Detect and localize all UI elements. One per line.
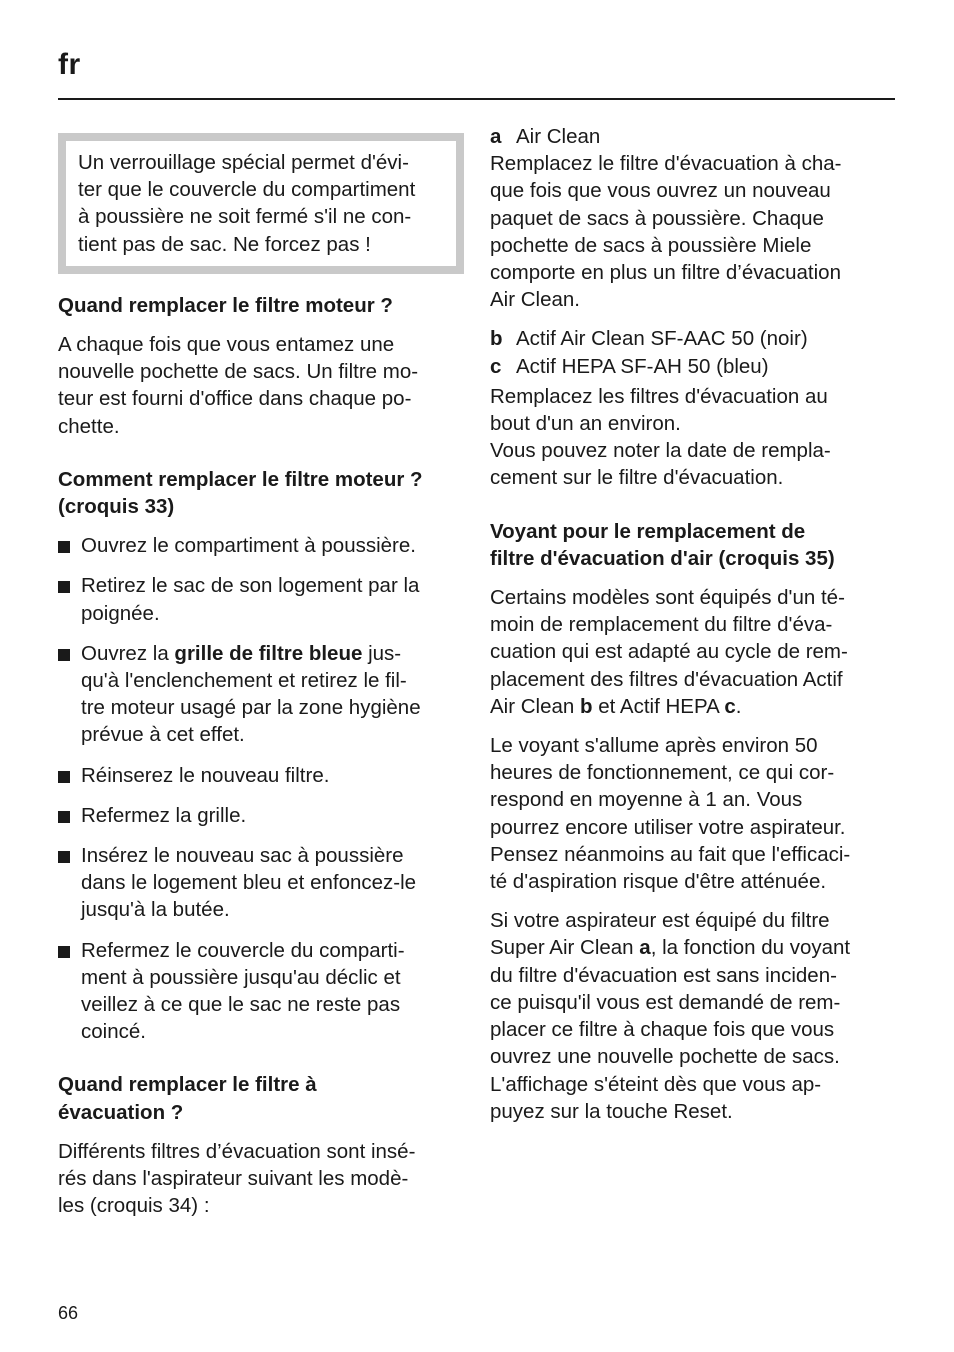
text-line: Remplacez le filtre d'évacuation à cha- [490, 152, 842, 176]
list-item [58, 640, 464, 749]
filter-bc-block [490, 325, 900, 491]
step-text: qu'à l'enclenchement et retirez le fil- [81, 669, 407, 693]
notice-line: à poussière ne soit fermé s'il ne con- [78, 205, 412, 229]
text-line: Différents filtres d’évacuation sont insé- [58, 1139, 416, 1163]
heading-line: Quand remplacer le filtre à [58, 1073, 317, 1097]
text-line: Pensez néanmoins au fait que l'efficaci- [490, 842, 851, 866]
text-line: té d'aspiration risque d'être atténuée. [490, 870, 827, 894]
paragraph-indicator-models [490, 584, 900, 720]
replacement-steps-list [58, 532, 464, 1045]
warning-notice-box [58, 133, 464, 274]
language-code: fr [58, 48, 81, 81]
step-text-prefix: Ouvrez la [81, 641, 175, 665]
filter-name: Actif HEPA SF-AH 50 (bleu) [516, 354, 769, 378]
text-fragment: Air Clean [490, 694, 581, 718]
notice-line: ter que le couvercle du compartiment [78, 178, 416, 202]
text-line: Vous pouvez noter la date de rempla- [490, 439, 831, 463]
right-column [490, 123, 900, 1137]
text-line: nouvelle pochette de sacs. Un filtre mo- [58, 360, 419, 384]
text-line: L'affichage s'éteint dès que vous ap- [490, 1072, 822, 1096]
text-line: cuation qui est adapté au cycle de rem- [490, 640, 848, 664]
text-line: pochette de sacs à poussière Miele [490, 233, 812, 257]
step-text: dans le logement bleu et enfoncez-le [81, 871, 417, 895]
paragraph-exhaust-filters [58, 1138, 464, 1220]
list-item [58, 762, 464, 789]
text-line: placement des filtres d'évacuation Actif [490, 667, 843, 691]
text-line: moin de remplacement du filtre d'éva- [490, 613, 833, 637]
step-text: Refermez la grille. [81, 803, 247, 827]
header-divider [58, 98, 895, 100]
text-line: Remplacez les filtres d'évacuation au [490, 384, 828, 408]
list-item [58, 572, 464, 626]
step-text: coincé. [81, 1020, 146, 1044]
text-line: chette. [58, 414, 120, 438]
heading-when-replace-motor-filter: Quand remplacer le filtre moteur ? [58, 293, 393, 317]
filter-a-block [490, 123, 900, 313]
step-text [81, 640, 464, 667]
text-line: ouvrez une nouvelle pochette de sacs. [490, 1045, 840, 1069]
text-fragment: , la fonction du voyant [650, 936, 851, 960]
step-text: Insérez le nouveau sac à poussière [81, 844, 404, 868]
bold-letter: b [580, 694, 593, 718]
filter-name: Actif Air Clean SF-AAC 50 (noir) [516, 327, 808, 351]
text-line: ce puisqu'il vous est demandé de rem- [490, 990, 841, 1014]
text-line: les (croquis 34) : [58, 1194, 210, 1218]
heading-line: Comment remplacer le filtre moteur ? [58, 467, 423, 491]
list-item [58, 937, 464, 1046]
filter-b-label-line [490, 325, 900, 352]
notice-line: Un verrouillage spécial permet d'évi- [78, 151, 409, 174]
list-item [58, 842, 464, 924]
heading-line: (croquis 33) [58, 495, 175, 519]
warning-notice-text [78, 149, 450, 258]
text-fragment: . [735, 694, 742, 718]
text-line: paquet de sacs à poussière. Chaque [490, 206, 824, 230]
text-line: comporte en plus un filtre d’évacuation [490, 261, 841, 285]
text-line: Le voyant s'allume après environ 50 [490, 734, 818, 758]
text-line: puyez sur la touche Reset. [490, 1099, 733, 1123]
text-line [490, 693, 900, 720]
step-text: Réinserez le nouveau filtre. [81, 763, 330, 787]
heading-line: filtre d'évacuation d'air (croquis 35) [490, 546, 835, 570]
filter-c-label-line [490, 353, 900, 380]
text-line: pourrez encore utiliser votre aspirateur. [490, 815, 846, 839]
text-line: bout d'un an environ. [490, 412, 681, 436]
step-text: tre moteur usagé par la zone hygiène [81, 696, 421, 720]
filter-name: Air Clean [516, 125, 601, 148]
step-text: ment à poussière jusqu'au déclic et [81, 965, 401, 989]
heading-how-replace-motor-filter [58, 466, 464, 520]
text-line: du filtre d'évacuation est sans inciden- [490, 963, 837, 987]
text-line: Air Clean. [490, 288, 581, 312]
text-line: placer ce filtre à chaque fois que vous [490, 1018, 835, 1042]
step-text-suffix: jus- [362, 641, 402, 665]
step-text: prévue à cet effet. [81, 723, 245, 747]
notice-line: tient pas de sac. Ne forcez pas ! [78, 232, 371, 256]
filter-a-label-line [490, 123, 900, 150]
step-text: poignée. [81, 601, 160, 625]
step-text: jusqu'à la butée. [81, 898, 230, 922]
text-line: rés dans l'aspirateur suivant les modè- [58, 1167, 409, 1191]
text-fragment: et Actif HEPA [592, 694, 725, 718]
paragraph-when-replace-motor-filter [58, 331, 464, 440]
step-bold-term: grille de filtre bleue [174, 641, 363, 665]
bold-letter: c [724, 694, 736, 718]
filter-letter: b [490, 327, 503, 351]
text-line: respond en moyenne à 1 an. Vous [490, 788, 803, 812]
paragraph-super-air-clean [490, 907, 900, 1125]
filter-letter: a [490, 125, 502, 148]
step-text: Retirez le sac de son logement par la [81, 574, 420, 598]
text-line: que fois que vous ouvrez un nouveau [490, 179, 831, 203]
heading-line: évacuation ? [58, 1100, 184, 1124]
heading-indicator-exhaust-filter [490, 518, 900, 572]
heading-line: Voyant pour le remplacement de [490, 519, 806, 543]
page-number: 66 [58, 1303, 79, 1323]
bold-letter: a [639, 936, 651, 960]
step-text: Ouvrez le compartiment à poussière. [81, 534, 416, 558]
list-item [58, 532, 464, 559]
text-line: A chaque fois que vous entamez une [58, 333, 395, 357]
text-line: Certains modèles sont équipés d'un té- [490, 586, 845, 610]
text-line: teur est fourni d'office dans chaque po- [58, 387, 412, 411]
text-line: heures de fonctionnement, ce qui cor- [490, 761, 835, 785]
heading-when-replace-exhaust-filter [58, 1071, 464, 1125]
left-column [58, 123, 464, 1232]
step-text: veillez à ce que le sac ne reste pas [81, 993, 401, 1017]
text-fragment: Super Air Clean [490, 936, 640, 960]
text-line: cement sur le filtre d'évacuation. [490, 466, 784, 490]
filter-letter: c [490, 354, 502, 378]
paragraph-indicator-lights [490, 732, 900, 895]
list-item [58, 802, 464, 829]
text-line: Si votre aspirateur est équipé du filtre [490, 909, 830, 933]
text-line [490, 934, 900, 961]
step-text: Refermez le couvercle du comparti- [81, 938, 405, 962]
